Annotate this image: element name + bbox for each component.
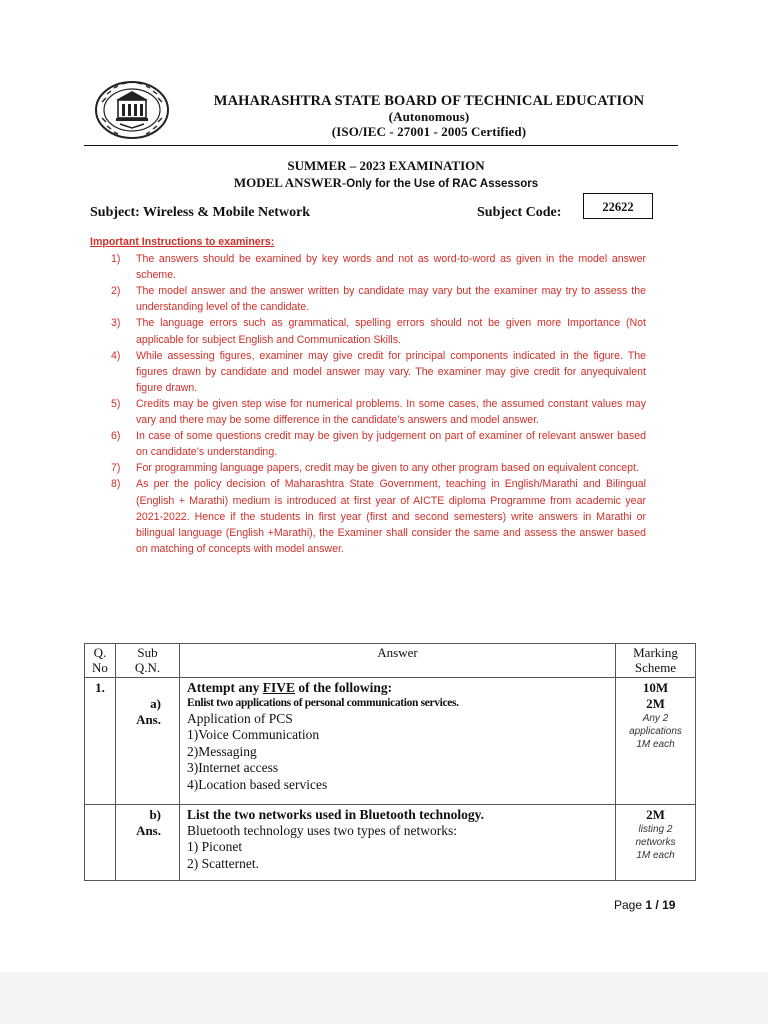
sub-question-label: a)	[150, 696, 161, 711]
instruction-item	[90, 315, 646, 347]
instruction-number: 1)	[111, 253, 121, 266]
instruction-number: 6)	[111, 430, 121, 443]
instruction-item	[90, 348, 646, 396]
header-divider	[84, 145, 678, 146]
question-text: List the two networks used in Bluetooth technology.	[187, 807, 485, 822]
answer-label: Ans.	[136, 823, 161, 838]
answer-cell	[180, 678, 616, 805]
answer-line: 2) Scatternet.	[187, 855, 259, 871]
instruction-text: The answers should be examined by key words and not as word-to-word as given in the model answer scheme.	[136, 253, 646, 282]
answer-line: 2)Messaging	[187, 743, 257, 759]
col-header-marking	[616, 644, 696, 678]
exam-title: SUMMER – 2023 EXAMINATION	[287, 158, 485, 173]
table-header-row	[85, 644, 696, 678]
table-row	[85, 678, 696, 805]
page-number	[614, 898, 675, 912]
question-text: Enlist two applications of personal communication services.	[187, 697, 459, 709]
instruction-text: The language errors such as grammatical, spelling errors should not be given more Importance (Not applicable for subject English and Communication Skills.	[136, 317, 646, 346]
scheme-note: networks	[635, 837, 676, 848]
answer-line: 3)Internet access	[187, 760, 279, 776]
instruction-number: 8)	[111, 478, 121, 491]
page-separator: /	[652, 898, 663, 912]
instruction-text: The model answer and the answer written by candidate may vary but the examiner may try to assess the understanding level of the candidate.	[136, 285, 646, 314]
examiner-instructions	[90, 234, 646, 557]
answer-line: Bluetooth technology uses two types of networks:	[187, 823, 457, 838]
instruction-item	[90, 251, 646, 283]
answer-line: 1)Voice Communication	[187, 727, 320, 743]
instruction-text: While assessing figures, examiner may give credit for principal components indicated in the figure. The figures drawn by candidate and model answer may vary. The examiner may give credit for anyequivalent figure drawn.	[136, 349, 646, 394]
scheme-note: 1M each	[636, 850, 675, 861]
instruction-text: In case of some questions credit may be given by judgement on part of examiner of relevant answer based on candidate’s understanding.	[136, 430, 646, 459]
instruction-number: 3)	[111, 317, 121, 330]
answer-cell	[180, 805, 616, 881]
scheme-note: Any 2	[642, 713, 669, 724]
instruction-emphasis: FIVE	[262, 680, 296, 695]
board-seal-logo	[94, 80, 170, 140]
instruction-suffix: of the following:	[295, 680, 393, 695]
model-answer-label: MODEL ANSWER-	[233, 175, 347, 190]
col-header-qno	[85, 644, 116, 678]
sub-question-label: b)	[149, 807, 161, 822]
model-answer-line	[84, 175, 688, 191]
header-text: No	[92, 660, 108, 675]
answer-line: 4)Location based services	[187, 776, 328, 792]
header-text: Marking	[633, 645, 678, 660]
scheme-note: applications	[629, 726, 682, 737]
part-marks: 2M	[646, 807, 665, 822]
instruction-number: 4)	[111, 349, 121, 362]
sub-question-cell	[116, 678, 180, 805]
answer-line: Application of PCS	[187, 711, 293, 726]
question-number: 1.	[85, 678, 116, 805]
instruction-text: For programming language papers, credit may be given to any other program based on equivalent concept.	[136, 462, 639, 475]
scheme-note: listing 2	[638, 824, 673, 835]
instructions-heading: Important Instructions to examiners:	[90, 236, 275, 248]
instruction-item	[90, 396, 646, 428]
header-text: Sub	[137, 645, 158, 660]
instruction-number: 2)	[111, 285, 121, 298]
marking-cell	[616, 678, 696, 805]
col-header-answer: Answer	[180, 644, 616, 678]
instruction-number: 5)	[111, 397, 121, 410]
marking-cell	[616, 805, 696, 881]
header-text: Q.	[93, 645, 107, 660]
instruction-item	[90, 283, 646, 315]
instruction-text: As per the policy decision of Maharashtra State Government, teaching in English/Marathi and Bilingual (English + Marathi) medium is introduced at first year of AICTE diploma Programme from academic year 2021-2022. Hence if the students in first year (first and second semesters) write answers in Marathi or bilingual language (English +Marathi), the Examiner shall consider the same and assess the answer based on matching of concepts with model answer.	[136, 478, 646, 555]
subject-code-value: 22622	[583, 193, 653, 219]
answer-line: 1) Piconet	[187, 839, 243, 855]
certification-label: (ISO/IEC - 27001 - 2005 Certified)	[331, 124, 527, 139]
scheme-note: 1M each	[636, 739, 675, 750]
instruction-item	[90, 460, 646, 476]
instruction-item	[90, 476, 646, 556]
header-text: Scheme	[634, 660, 677, 675]
part-marks: 2M	[646, 696, 665, 711]
instruction-number: 7)	[111, 462, 121, 475]
autonomous-label: (Autonomous)	[388, 109, 470, 124]
answer-label: Ans.	[136, 712, 161, 727]
table-row	[85, 805, 696, 881]
header-text: Q.N.	[134, 660, 161, 675]
col-header-subq	[116, 644, 180, 678]
model-answer-note: Only for the Use of RAC Assessors	[346, 178, 539, 190]
sub-question-cell	[116, 805, 180, 881]
total-marks: 10M	[642, 680, 669, 695]
page-total: 19	[662, 898, 676, 912]
instruction-text: Credits may be given step wise for numerical problems. In some cases, the assumed constant values may vary and there may be some difference in the candidate’s answers and model answer.	[136, 397, 646, 427]
page-current: 1	[645, 898, 653, 912]
page-prefix: Page	[614, 898, 646, 912]
board-name: MAHARASHTRA STATE BOARD OF TECHNICAL EDUCATION	[213, 93, 645, 109]
subject-code-label: Subject Code:	[477, 205, 562, 220]
question-instruction	[187, 680, 615, 696]
instruction-item	[90, 428, 646, 460]
question-number-empty	[85, 805, 116, 881]
instruction-prefix: Attempt any	[187, 680, 263, 695]
answer-table	[84, 643, 696, 881]
subject-title: Subject: Wireless & Mobile Network	[90, 205, 311, 220]
